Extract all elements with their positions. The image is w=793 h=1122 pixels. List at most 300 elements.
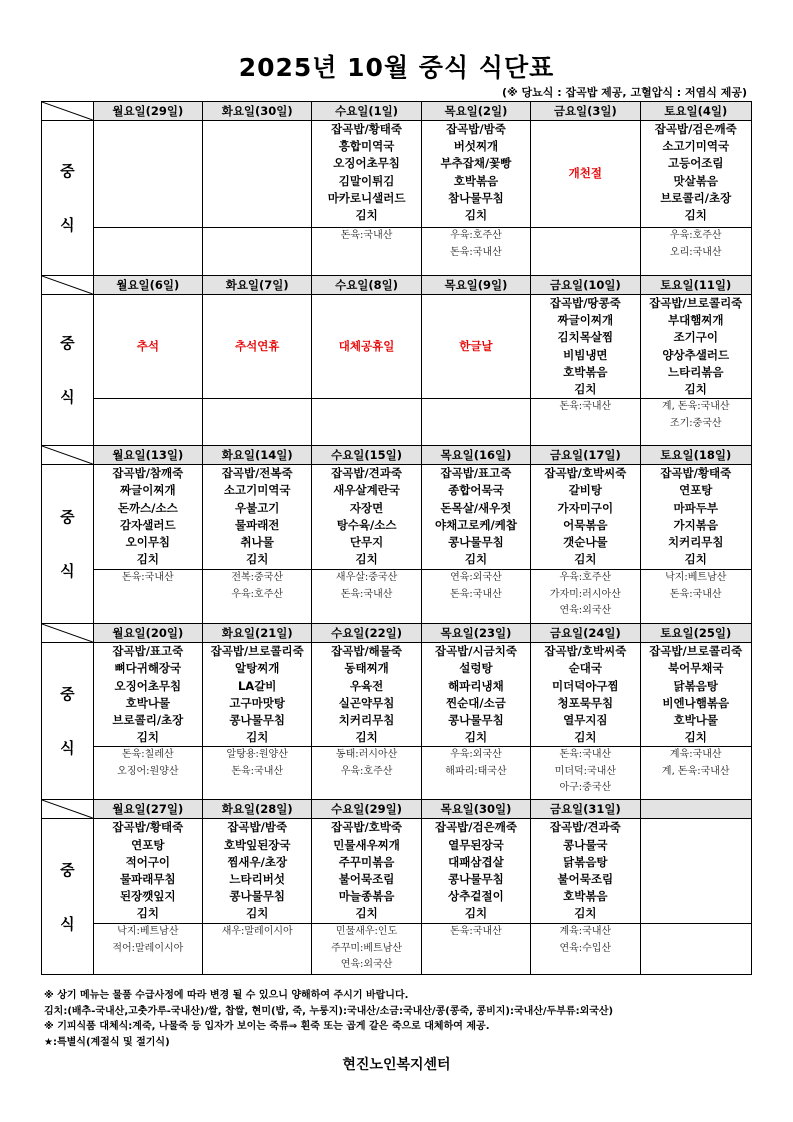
holiday-cell (93, 295, 202, 399)
menu-item: 맛살볶음 (673, 173, 718, 188)
origin-item: 조기:중국산 (669, 417, 722, 429)
menu-item: 조기구이 (673, 330, 718, 345)
menu-cell (312, 643, 421, 747)
origin-cell (640, 924, 751, 975)
day-header: 화요일(14일) (203, 446, 312, 465)
day-header: 월요일(13일) (93, 446, 202, 465)
center-name: 현진노인복지센터 (342, 1057, 451, 1073)
meal-label (42, 819, 94, 975)
origin-item: 돈육:국내산 (450, 926, 502, 938)
menu-item: 단무지 (349, 535, 384, 550)
note-supply: ※ 상기 메뉴는 물품 수급사정에 따라 변경 될 수 있으니 양해하여 주시기 바랍니다. (44, 990, 409, 1001)
meal-label-char: 식 (60, 388, 75, 407)
week-header-row (42, 624, 752, 643)
menu-item: 마파두부 (673, 500, 718, 515)
day-header: 목요일(23일) (421, 624, 530, 643)
meal-label-char: 중 (60, 162, 75, 180)
meal-label-char: 중 (60, 334, 75, 353)
corner-diagonal-cell (42, 800, 94, 819)
menu-item: 닭볶음탕 (563, 854, 608, 869)
menu-item: 열무된장국 (448, 837, 504, 852)
menu-item: 김치 (684, 552, 707, 567)
note-special: ★:특별식(계절식 및 절기식) (44, 1036, 170, 1048)
origin-cell (531, 228, 640, 276)
menu-item: 치커리무침 (338, 713, 395, 728)
menu-item: 마카로니샐러드 (327, 190, 406, 205)
food-row (42, 121, 752, 228)
menu-item: 물파래무침 (120, 872, 176, 887)
menu-item: 느타리볶음 (667, 364, 724, 379)
menu-item: 찐순대/소금 (446, 695, 506, 710)
diet-note: (※ 당뇨식 : 잡곡밥 제공, 고혈압식 : 저염식 제공) (501, 86, 747, 99)
menu-item: 알탕찌개 (234, 661, 280, 676)
meal-label-char: 식 (60, 216, 75, 234)
origin-cell (531, 570, 640, 624)
menu-item: 잡곡밥/브로콜리죽 (649, 296, 743, 310)
meal-label-char: 중 (60, 685, 75, 704)
menu-item: 야채고로케/케찹 (434, 517, 517, 532)
menu-item: 잡곡밥/검은깨죽 (654, 122, 737, 136)
corner-diagonal-cell (42, 446, 94, 465)
holiday-name: 한글날 (459, 339, 493, 353)
menu-item: 비빔냉면 (563, 347, 608, 362)
menu-item: 김치목살찜 (557, 330, 614, 345)
menu-cell (203, 819, 312, 924)
menu-cell (640, 121, 751, 228)
menu-item: 오징어초무침 (333, 156, 400, 171)
menu-item: 김치 (355, 730, 378, 745)
menu-cell (312, 465, 421, 570)
menu-item: 새우살계란국 (333, 483, 400, 498)
menu-cell (640, 643, 751, 747)
menu-item: 불어묵조림 (338, 872, 395, 887)
origin-item: 아구:중국산 (559, 782, 612, 794)
menu-item: 순대국 (568, 661, 602, 676)
origin-item: 돈육:국내산 (450, 588, 502, 600)
meal-label (42, 643, 94, 800)
menu-item: 갯순나물 (563, 535, 608, 550)
menu-item: 잡곡밥/땅콩죽 (549, 296, 621, 310)
menu-item: 김치 (574, 906, 597, 921)
menu-item: 마늘종볶음 (338, 889, 395, 904)
meal-label-char: 식 (60, 914, 75, 933)
menu-cell (203, 643, 312, 747)
menu-item: 열무지짐 (563, 713, 608, 728)
origin-cell (203, 924, 312, 975)
origin-item: 돈육:국내산 (450, 246, 502, 258)
menu-item: 호박나물 (125, 695, 171, 710)
menu-item: 콩나물국 (563, 837, 608, 852)
menu-item: 소고기미역국 (223, 483, 291, 498)
origin-item: 미더덕:국내산 (554, 765, 616, 777)
meal-label (42, 465, 94, 624)
menu-cell (531, 819, 640, 924)
meal-label (42, 121, 94, 276)
origin-cell (421, 570, 530, 624)
menu-item: 북어무채국 (667, 661, 724, 676)
menu-item: 브로콜리/초장 (112, 713, 184, 728)
menu-item: 불어묵조림 (557, 872, 614, 887)
menu-item: 김치 (355, 552, 378, 567)
menu-cell (93, 121, 202, 228)
origin-item: 해파리:태국산 (445, 765, 507, 777)
origin-item: 낙지:베트남산 (665, 572, 727, 584)
origin-item: 돈육:국내산 (559, 749, 612, 761)
meal-label-char: 중 (60, 508, 75, 527)
menu-item: 잡곡밥/황태죽 (112, 820, 184, 835)
day-header: 금요일(31일) (531, 800, 640, 819)
menu-item: 취나물 (240, 535, 274, 550)
menu-item: 김치 (355, 208, 378, 223)
origin-item: 돈육:국내산 (340, 230, 393, 241)
food-row (42, 465, 752, 570)
menu-cell (93, 465, 202, 570)
menu-item: 김말이튀김 (338, 173, 395, 188)
food-row (42, 819, 752, 924)
origin-item: 주꾸미:베트남산 (331, 942, 403, 954)
week-header-row (42, 446, 752, 465)
menu-item: 김치 (684, 208, 707, 223)
menu-item: 잡곡밥/전복죽 (221, 466, 293, 481)
menu-cell (640, 819, 751, 924)
menu-item: 청포묵무침 (557, 695, 614, 710)
corner-diagonal-cell (42, 102, 94, 121)
menu-item: 김치 (464, 552, 488, 567)
meal-label (42, 295, 94, 446)
origin-item: 돈육:국내산 (340, 588, 393, 600)
menu-item: LA갈비 (237, 678, 277, 693)
menu-item: 잡곡밥/표고죽 (112, 644, 184, 659)
origin-cell (93, 747, 202, 800)
day-header: 목요일(30일) (421, 800, 530, 819)
menu-cell (203, 121, 312, 228)
holiday-name: 추석 (136, 339, 159, 353)
origin-cell (93, 924, 202, 975)
menu-item: 잡곡밥/표고죽 (440, 466, 512, 481)
menu-item: 가지볶음 (673, 517, 718, 532)
holiday-name: 추석연휴 (234, 339, 280, 353)
origin-cell (203, 228, 312, 276)
menu-item: 잡곡밥/해물죽 (331, 644, 402, 659)
origin-item: 연육:수입산 (559, 942, 612, 954)
menu-item: 잡곡밥/시금치죽 (434, 644, 517, 659)
origin-cell (640, 228, 751, 276)
note-kimchi-origin: 김치:(배추-국내산,고춧가루-국내산)/쌀, 찹쌀, 현미(밥, 죽, 누룽지):국내산/소금:국내산/콩(콩죽, 콩비지):국내산/두부류:외국산) (44, 1005, 614, 1017)
holiday-cell (421, 295, 530, 399)
origin-item: 우육:호주산 (559, 572, 612, 584)
menu-cell (421, 819, 530, 924)
menu-item: 김치 (246, 730, 269, 745)
menu-item: 김치 (684, 382, 707, 397)
menu-item: 물파래전 (234, 517, 280, 532)
menu-item: 치커리무침 (667, 535, 724, 550)
origin-item: 알탕용:원양산 (226, 749, 288, 761)
menu-item: 김치 (684, 730, 707, 745)
corner-diagonal-cell (42, 624, 94, 643)
holiday-cell (312, 295, 421, 399)
menu-item: 오징어초무침 (114, 678, 182, 693)
origin-item: 새우:말레이시아 (221, 926, 293, 938)
origin-cell (93, 228, 202, 276)
menu-cell (93, 643, 202, 747)
day-header: 목요일(9일) (421, 276, 530, 295)
menu-item: 호박잎된장국 (223, 837, 291, 852)
menu-item: 짜글이찌개 (120, 483, 176, 498)
menu-item: 느타리버섯 (229, 872, 285, 887)
week-header-row (42, 800, 752, 819)
origin-cell (203, 399, 312, 446)
menu-item: 실곤약무침 (338, 695, 395, 710)
origin-cell (312, 399, 421, 446)
origin-cell (421, 228, 530, 276)
origin-item: 전복:중국산 (231, 572, 284, 584)
day-header: 목요일(2일) (421, 102, 530, 121)
menu-item: 김치 (246, 906, 269, 921)
holiday-cell (531, 121, 640, 228)
menu-item: 가자미구이 (557, 500, 614, 515)
origin-item: 돈육:국내산 (231, 765, 284, 777)
origin-item: 계, 돈육:국내산 (661, 765, 730, 777)
origin-row (42, 228, 752, 276)
day-header: 화요일(21일) (203, 624, 312, 643)
menu-item: 소고기미역국 (662, 139, 730, 154)
menu-item: 부추잡채/꽃빵 (440, 156, 512, 171)
menu-item: 잡곡밥/브로콜리죽 (649, 644, 743, 659)
menu-cell (531, 295, 640, 399)
menu-cell (312, 819, 421, 924)
menu-item: 잡곡밥/황태죽 (660, 466, 732, 481)
day-header: 목요일(16일) (421, 446, 530, 465)
note-substitute: ※ 기피식품 대체식:계죽, 나물죽 등 입자가 보이는 죽류⇒ 흰죽 또는 곱게 갈은 죽으로 대체하여 제공. (44, 1021, 490, 1032)
menu-item: 김치 (574, 382, 597, 397)
meal-label-char: 식 (60, 562, 75, 581)
menu-item: 김치 (464, 208, 488, 223)
menu-item: 잡곡밥/견과죽 (331, 466, 402, 481)
menu-item: 콩나물무침 (448, 872, 504, 887)
origin-item: 새우살:중국산 (335, 572, 398, 584)
menu-item: 미더덕아구찜 (552, 678, 619, 693)
origin-item: 우육:호주산 (669, 230, 722, 241)
menu-item: 김치 (246, 552, 269, 567)
menu-item: 콩나물무침 (229, 713, 285, 728)
menu-item: 김치 (136, 906, 159, 921)
menu-item: 비엔나햄볶음 (662, 695, 730, 710)
menu-item: 돈목살/새우젓 (440, 500, 512, 515)
menu-item: 김치 (136, 552, 159, 567)
menu-item: 잡곡밥/황태죽 (331, 122, 402, 136)
menu-item: 잡곡밥/밤죽 (227, 820, 288, 835)
menu-cell (640, 295, 751, 399)
menu-item: 김치 (574, 730, 597, 745)
menu-item: 호박볶음 (453, 173, 499, 188)
menu-item: 잡곡밥/참깨죽 (112, 466, 184, 481)
menu-item: 감자샐러드 (120, 517, 176, 532)
menu-item: 콩나물무침 (448, 713, 504, 728)
origin-cell (531, 924, 640, 975)
day-header: 월요일(29일) (93, 102, 202, 121)
menu-item: 민물새우찌개 (333, 837, 400, 852)
origin-item: 가자미:러시아산 (549, 588, 621, 600)
origin-cell (312, 570, 421, 624)
corner-diagonal-cell (42, 276, 94, 295)
menu-item: 콩나물무침 (229, 889, 285, 904)
menu-cell (640, 465, 751, 570)
menu-item: 상추겉절이 (448, 889, 504, 904)
menu-item: 잡곡밥/브로콜리죽 (210, 644, 304, 659)
menu-item: 뼈다귀해장국 (114, 661, 182, 676)
day-header: 월요일(27일) (93, 800, 202, 819)
origin-row (42, 924, 752, 975)
menu-item: 잡곡밥/검은깨죽 (434, 820, 517, 835)
origin-item: 우육:호주산 (231, 588, 284, 600)
menu-item: 적어구이 (125, 854, 171, 869)
menu-item: 오이무침 (125, 535, 171, 550)
origin-row (42, 399, 752, 446)
menu-item: 닭볶음탕 (673, 678, 718, 693)
menu-cell (312, 121, 421, 228)
menu-item: 자장면 (349, 500, 384, 515)
origin-cell (531, 399, 640, 446)
origin-item: 우육:호주산 (340, 765, 393, 777)
menu-item: 동태찌개 (344, 661, 389, 676)
origin-cell (640, 570, 751, 624)
origin-item: 돈육:국내산 (669, 588, 722, 600)
menu-item: 종합어묵국 (448, 483, 504, 498)
holiday-name: 대체공휴일 (338, 339, 395, 353)
menu-cell (203, 465, 312, 570)
origin-item: 돈육:국내산 (121, 572, 174, 584)
day-header: 토요일(18일) (640, 446, 751, 465)
holiday-cell (203, 295, 312, 399)
week-header-row (42, 276, 752, 295)
menu-item: 김치 (574, 552, 597, 567)
menu-item: 우불고기 (234, 500, 280, 515)
origin-item: 연육:외국산 (559, 605, 612, 617)
menu-item: 김치 (355, 906, 378, 921)
menu-item: 고구마맛탕 (229, 695, 285, 710)
menu-item: 탕수육/소스 (336, 517, 397, 532)
menu-item: 설렁탕 (459, 661, 493, 676)
origin-item: 오징어:원양산 (117, 765, 179, 777)
origin-cell (312, 228, 421, 276)
menu-item: 참나물무침 (448, 190, 504, 205)
menu-item: 호박볶음 (563, 364, 608, 379)
origin-item: 연육:외국산 (340, 959, 393, 971)
menu-item: 김치 (464, 730, 488, 745)
day-header: 월요일(6일) (93, 276, 202, 295)
menu-item: 브로콜리/초장 (660, 190, 732, 205)
origin-item: 계, 돈육:국내산 (661, 401, 730, 413)
origin-cell (312, 924, 421, 975)
day-header: 월요일(20일) (93, 624, 202, 643)
day-header: 수요일(22일) (312, 624, 421, 643)
origin-item: 우육:외국산 (450, 749, 502, 761)
day-header: 화요일(28일) (203, 800, 312, 819)
day-header: 수요일(29일) (312, 800, 421, 819)
holiday-name: 개천절 (568, 166, 602, 181)
day-header (640, 800, 751, 819)
menu-item: 흥합미역국 (338, 139, 395, 154)
day-header: 토요일(4일) (640, 102, 751, 121)
menu-cell (421, 643, 530, 747)
origin-item: 우육:호주산 (450, 230, 502, 241)
menu-item: 김치 (464, 906, 488, 921)
menu-item: 대패삼겹살 (448, 854, 504, 869)
menu-item: 잡곡밥/밤죽 (446, 122, 506, 136)
origin-cell (203, 570, 312, 624)
menu-item: 찜새우/초장 (227, 854, 288, 869)
menu-item: 부대햄찌개 (667, 313, 724, 328)
origin-cell (421, 399, 530, 446)
origin-cell (531, 747, 640, 800)
origin-cell (93, 399, 202, 446)
day-header: 금요일(10일) (531, 276, 640, 295)
origin-item: 오리:국내산 (669, 246, 722, 258)
origin-item: 적어:말레이시아 (112, 942, 184, 954)
origin-cell (640, 747, 751, 800)
food-row (42, 295, 752, 399)
meal-label-char: 식 (60, 739, 75, 758)
origin-item: 민물새우:인도 (335, 926, 398, 938)
menu-item: 연포탕 (131, 837, 165, 852)
day-header: 금요일(17일) (531, 446, 640, 465)
day-header: 화요일(30일) (203, 102, 312, 121)
menu-item: 잡곡밥/호박씨죽 (544, 644, 627, 659)
week-header-row (42, 102, 752, 121)
origin-item: 낙지:베트남산 (117, 926, 179, 938)
day-header: 토요일(25일) (640, 624, 751, 643)
menu-item: 잡곡밥/호박죽 (331, 820, 402, 835)
menu-cell (421, 465, 530, 570)
food-row (42, 643, 752, 747)
origin-cell (93, 570, 202, 624)
day-header: 수요일(8일) (312, 276, 421, 295)
page-title: 2025년 10월 중식 식단표 (238, 53, 555, 82)
menu-item: 콩나물무침 (448, 535, 504, 550)
day-header: 수요일(15일) (312, 446, 421, 465)
menu-item: 갈비탕 (568, 483, 602, 498)
meal-label-char: 중 (60, 860, 75, 879)
origin-item: 동태:러시아산 (335, 749, 398, 761)
origin-item: 계육:국내산 (559, 926, 612, 938)
menu-cell (531, 643, 640, 747)
menu-cell (421, 121, 530, 228)
origin-cell (421, 924, 530, 975)
origin-cell (640, 399, 751, 446)
day-header: 금요일(24일) (531, 624, 640, 643)
menu-item: 어묵볶음 (563, 517, 608, 532)
footnotes (44, 988, 764, 1050)
menu-table (41, 101, 752, 975)
day-header: 수요일(1일) (312, 102, 421, 121)
day-header: 금요일(3일) (531, 102, 640, 121)
menu-cell (531, 465, 640, 570)
day-header: 화요일(7일) (203, 276, 312, 295)
menu-item: 연포탕 (679, 483, 713, 498)
menu-item: 고등어조림 (667, 156, 724, 171)
menu-item: 우육전 (349, 678, 384, 693)
menu-item: 해파리냉채 (448, 678, 504, 693)
origin-row (42, 570, 752, 624)
menu-item: 김치 (136, 730, 159, 745)
menu-item: 짜글이찌개 (557, 313, 614, 328)
menu-item: 잡곡밥/견과죽 (549, 820, 621, 835)
menu-item: 돈까스/소스 (117, 500, 178, 515)
menu-item: 호박나물 (673, 713, 718, 728)
origin-item: 돈육:국내산 (559, 401, 612, 413)
origin-cell (421, 747, 530, 800)
menu-item: 호박볶음 (563, 889, 608, 904)
